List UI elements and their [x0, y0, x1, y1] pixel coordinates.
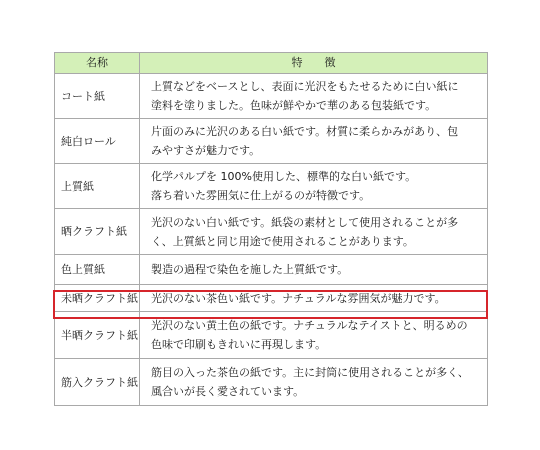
feature-line: 上質などをベースとし、表面に光沢をもたせるために白い紙に — [151, 80, 459, 93]
paper-name-cell — [55, 119, 140, 164]
feature-line: 色味で印刷もきれいに再現します。 — [151, 338, 327, 351]
paper-name: 純白ロール — [61, 134, 116, 148]
feature-line: 筋目の入った茶色の紙です。主に封筒に使用されることが多く、 — [151, 366, 469, 379]
feature-line: 製造の過程で染色を施した上質紙です。 — [151, 263, 349, 276]
feature-line: 化学パルプを 100%使用した、標準的な白い紙です。 — [151, 170, 417, 183]
feature-line: く、上質紙と同じ用途で使用されることがあります。 — [151, 234, 414, 248]
feature-line: みやすさが魅力です。 — [151, 144, 261, 157]
header-row — [55, 53, 488, 74]
table-row-semi-bleached-kraft — [55, 312, 488, 359]
header-name-cell — [55, 53, 140, 74]
paper-feature-cell — [140, 359, 488, 406]
paper-name: 未晒クラフト紙 — [61, 291, 138, 305]
table-row-coat-paper — [55, 74, 488, 119]
paper-name-cell — [55, 312, 140, 359]
paper-types-table — [54, 52, 488, 406]
table-row-ribbed-kraft — [55, 359, 488, 406]
paper-feature-cell — [140, 74, 488, 119]
paper-feature-cell — [140, 164, 488, 209]
table-row-unbleached-kraft — [55, 285, 488, 312]
table-row-woodfree-paper — [55, 164, 488, 209]
paper-name-cell — [55, 285, 140, 312]
paper-feature-cell — [140, 209, 488, 255]
feature-line: 光沢のない白い紙です。紙袋の素材として使用されることが多 — [151, 215, 459, 229]
paper-name: コート紙 — [61, 89, 105, 103]
header-name-label: 名称 — [86, 56, 108, 69]
feature-line: 片面のみに光沢のある白い紙です。材質に柔らかみがあり、包 — [151, 125, 459, 138]
paper-name: 筋入クラフト紙 — [61, 375, 138, 389]
paper-name: 半晒クラフト紙 — [61, 328, 138, 342]
feature-line: 光沢のない茶色い紙です。ナチュラルな雰囲気が魅力です。 — [151, 291, 446, 305]
header-feature-label-right: 徴 — [324, 56, 336, 69]
paper-name-cell — [55, 74, 140, 119]
paper-name-cell — [55, 209, 140, 255]
table-row-colored-woodfree — [55, 255, 488, 285]
paper-name: 晒クラフト紙 — [61, 225, 127, 238]
feature-line: 落ち着いた雰囲気に仕上がるのが特徴です。 — [151, 189, 371, 202]
paper-name: 色上質紙 — [61, 263, 105, 276]
feature-line: 光沢のない黄土色の紙です。ナチュラルなテイストと、明るめの — [151, 319, 468, 332]
paper-name-cell — [55, 255, 140, 285]
paper-feature-cell — [140, 312, 488, 359]
table-row-pure-white-roll — [55, 119, 488, 164]
header-feature-cell — [140, 53, 488, 74]
paper-feature-cell — [140, 285, 488, 312]
paper-name-cell — [55, 359, 140, 406]
paper-name-cell — [55, 164, 140, 209]
paper-feature-cell — [140, 255, 488, 285]
feature-line: 風合いが長く愛されています。 — [151, 385, 305, 398]
paper-name: 上質紙 — [61, 179, 94, 193]
table-body — [55, 74, 488, 406]
feature-line: 塗料を塗りました。色味が鮮やかで華のある包装紙です。 — [151, 99, 437, 112]
paper-feature-cell — [140, 119, 488, 164]
table-header — [55, 53, 488, 74]
table-row-bleached-kraft — [55, 209, 488, 255]
header-feature-label-left: 特 — [291, 56, 303, 69]
